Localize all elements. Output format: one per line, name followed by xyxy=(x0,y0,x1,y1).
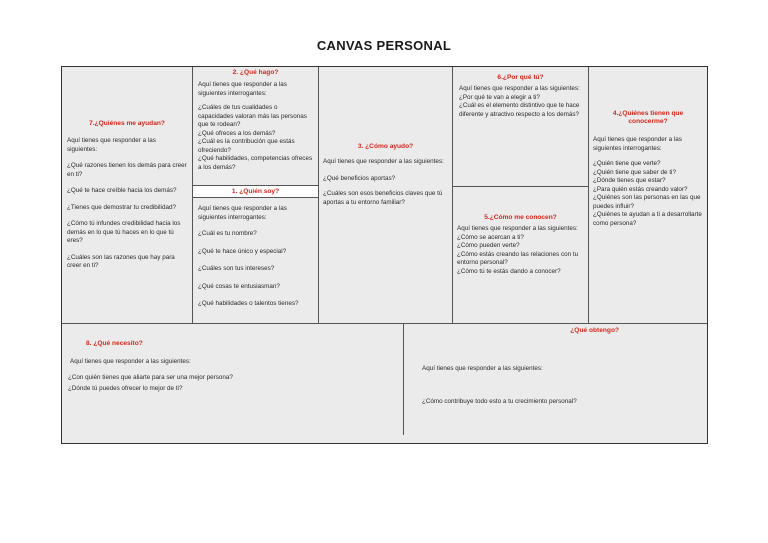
question: ¿Quiénes son las personas en las que puedes influir? xyxy=(593,194,701,210)
box-quien-soy xyxy=(193,185,319,324)
question: ¿Cómo se acercan a ti? xyxy=(457,233,524,241)
question: ¿Quién tiene que saber de ti? xyxy=(593,168,676,176)
question: ¿Cuáles de tus cualidades o capacidades valoran más las personas que te rodean? xyxy=(198,104,307,129)
box-intro: Aquí tienes que responder a las siguientes: xyxy=(457,225,578,233)
box-intro: Aquí tienes que responder a las siguientes interrogantes: xyxy=(593,136,682,152)
question: ¿Quién tiene que verte? xyxy=(593,160,661,168)
canvas-grid xyxy=(61,66,708,444)
question: ¿Por qué te van a elegir a ti? xyxy=(459,93,540,101)
box-heading: 8. ¿Qué necesito? xyxy=(86,340,143,347)
box-por-que-tu xyxy=(453,67,589,187)
question: ¿Quiénes te ayudan a ti a desarrollarte como persona? xyxy=(593,211,702,227)
box-como-me-conocen xyxy=(453,187,589,324)
question: ¿Qué habilidades, competencias ofreces a los demás? xyxy=(198,155,313,171)
box-heading: 7.¿Quiénes me ayudan? xyxy=(89,120,165,127)
box-que-obtengo xyxy=(404,324,707,443)
question: ¿Cómo contribuye todo esto a tu crecimiento personal? xyxy=(422,397,577,405)
box-heading: ¿Qué obtengo? xyxy=(570,327,619,334)
question: ¿Cómo tú te estás dando a conocer? xyxy=(457,267,561,275)
box-heading: 5.¿Cómo me conocen? xyxy=(484,214,557,221)
box-intro: Aquí tienes que responder a las siguientes: xyxy=(323,158,444,166)
question: ¿Cuáles son esos beneficios claves que tú aportas a tu entorno familiar? xyxy=(323,190,443,206)
question: ¿Para quién estás creando valor? xyxy=(593,185,688,193)
box-intro: Aquí tienes que responder a las siguientes interrogantes: xyxy=(198,205,287,221)
question: ¿Cuál es tu nombre? xyxy=(198,230,257,237)
box-heading: 3. ¿Cómo ayudo? xyxy=(357,143,414,150)
question: ¿Cuáles son las razones que hay para creer en ti? xyxy=(67,253,175,270)
question: ¿Dónde tú puedes ofrecer lo mejor de ti? xyxy=(68,385,183,393)
question: ¿Qué razones tienen los demás para creer en ti? xyxy=(67,162,187,178)
box-intro: Aquí tienes que responder a las siguientes: xyxy=(422,365,543,373)
question: ¿Qué ofreces a los demás? xyxy=(198,129,276,137)
question: ¿Qué beneficios aportas? xyxy=(323,174,396,182)
question: ¿Cuáles son tus intereses? xyxy=(198,265,275,272)
question: ¿Con quién tienes que aliarte para ser una mejor persona? xyxy=(68,373,233,381)
box-como-ayudo xyxy=(319,67,453,324)
question: ¿Qué te hace único y especial? xyxy=(198,247,287,255)
question: ¿Cómo pueden verte? xyxy=(457,242,520,250)
box-heading: 1. ¿Quién soy? xyxy=(193,185,318,198)
box-intro: Aquí tienes que responder a las siguientes interrogantes: xyxy=(198,81,287,97)
box-intro: Aquí tienes que responder a las siguientes: xyxy=(70,358,191,366)
question: ¿Cómo tú infundes credibilidad hacia los demás en lo que tú haces en lo que tú eres? xyxy=(67,220,181,245)
box-heading: 2. ¿Qué hago? xyxy=(232,69,279,76)
question: ¿Qué cosas te entusiasman? xyxy=(198,282,280,290)
box-intro: Aquí tienes que responder a las siguientes: xyxy=(67,137,156,153)
question: ¿Qué habilidades o talentos tienes? xyxy=(198,300,299,307)
box-quienes-me-ayudan xyxy=(62,67,193,324)
box-que-necesito xyxy=(62,324,403,443)
question: ¿Dónde tienes que estar? xyxy=(593,177,666,185)
box-heading: 4.¿Quiénes tienen que conocerme? xyxy=(612,110,684,126)
box-que-hago xyxy=(193,67,319,185)
question: ¿Cuál es el elemento distintivo que te hace diferente y atractivo respecto a los demás? xyxy=(459,102,580,118)
box-intro: Aquí tienes que responder a las siguientes: xyxy=(459,85,580,93)
box-heading: 6.¿Por qué tú? xyxy=(497,74,544,81)
question: ¿Qué te hace creíble hacia los demás? xyxy=(67,187,177,195)
question: ¿Cómo estás creando las relaciones con tu entorno personal? xyxy=(457,250,579,267)
question: ¿Cuál es la contribución que estás ofreciendo? xyxy=(198,138,295,154)
page-title: CANVAS PERSONAL xyxy=(316,38,452,53)
question: ¿Tienes que demostrar tu credibilidad? xyxy=(67,203,176,211)
box-quienes-tienen-que-conocerme xyxy=(589,67,707,324)
